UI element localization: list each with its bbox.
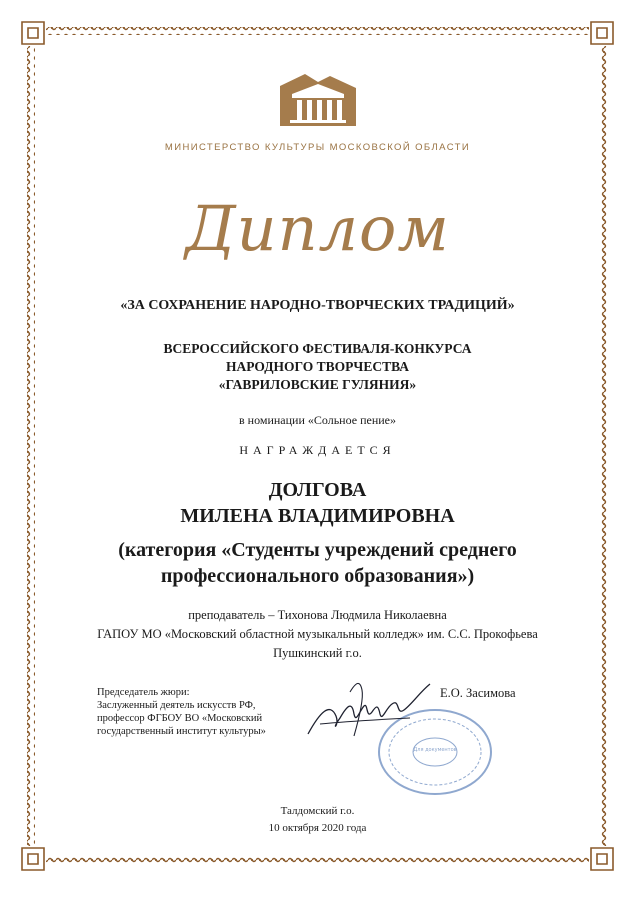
chair-line: Председатель жюри: (97, 687, 190, 698)
award-title: «ЗА СОХРАНЕНИЕ НАРОДНО-ТВОРЧЕСКИХ ТРАДИЦИЙ» (120, 298, 515, 313)
teacher-line: преподаватель – Тихонова Людмила Николаевна (188, 608, 447, 622)
institution-line: ГАПОУ МО «Московский областной музыкальный колледж» им. С.С. Прокофьева (97, 627, 538, 641)
festival-name (0, 340, 635, 394)
chair-line: профессор ФГБОУ ВО «Московский (97, 713, 263, 724)
recipient-category (0, 537, 635, 589)
district-line: Пушкинский г.о. (273, 646, 362, 660)
ministry-logo (0, 70, 635, 130)
chair-line: Заслуженный деятель искусств РФ, (97, 700, 256, 711)
chair-line: государственный институт культуры» (97, 726, 266, 737)
issue-place: Талдомский г.о. (280, 805, 355, 817)
festival-line: НАРОДНОГО ТВОРЧЕСТВА (226, 359, 409, 374)
category-line: (категория «Студенты учреждений среднего (118, 539, 517, 561)
recipient-details (0, 606, 635, 663)
category-line: профессионального образования») (160, 565, 475, 587)
recipient-name (0, 477, 635, 529)
diploma-title: Диплом (185, 192, 450, 265)
signatory-name: Е.О. Засимова (440, 686, 516, 700)
signature (300, 672, 440, 742)
footer (0, 803, 635, 837)
issue-date: 10 октября 2020 года (268, 822, 367, 834)
stamp-text: Для документов (413, 747, 457, 753)
jury-chair-title (97, 686, 327, 738)
festival-line: «ГАВРИЛОВСКИЕ ГУЛЯНИЯ» (218, 377, 417, 392)
nomination: в номинации «Сольное пение» (238, 413, 396, 427)
recipient-surname: ДОЛГОВА (268, 479, 367, 501)
awarded-label: НАГРАЖДАЕТСЯ (239, 443, 396, 457)
festival-line: ВСЕРОССИЙСКОГО ФЕСТИВАЛЯ-КОНКУРСА (163, 341, 472, 356)
recipient-given-names: МИЛЕНА ВЛАДИМИРОВНА (180, 505, 455, 527)
ministry-name: МИНИСТЕРСТВО КУЛЬТУРЫ МОСКОВСКОЙ ОБЛАСТИ (164, 142, 471, 153)
